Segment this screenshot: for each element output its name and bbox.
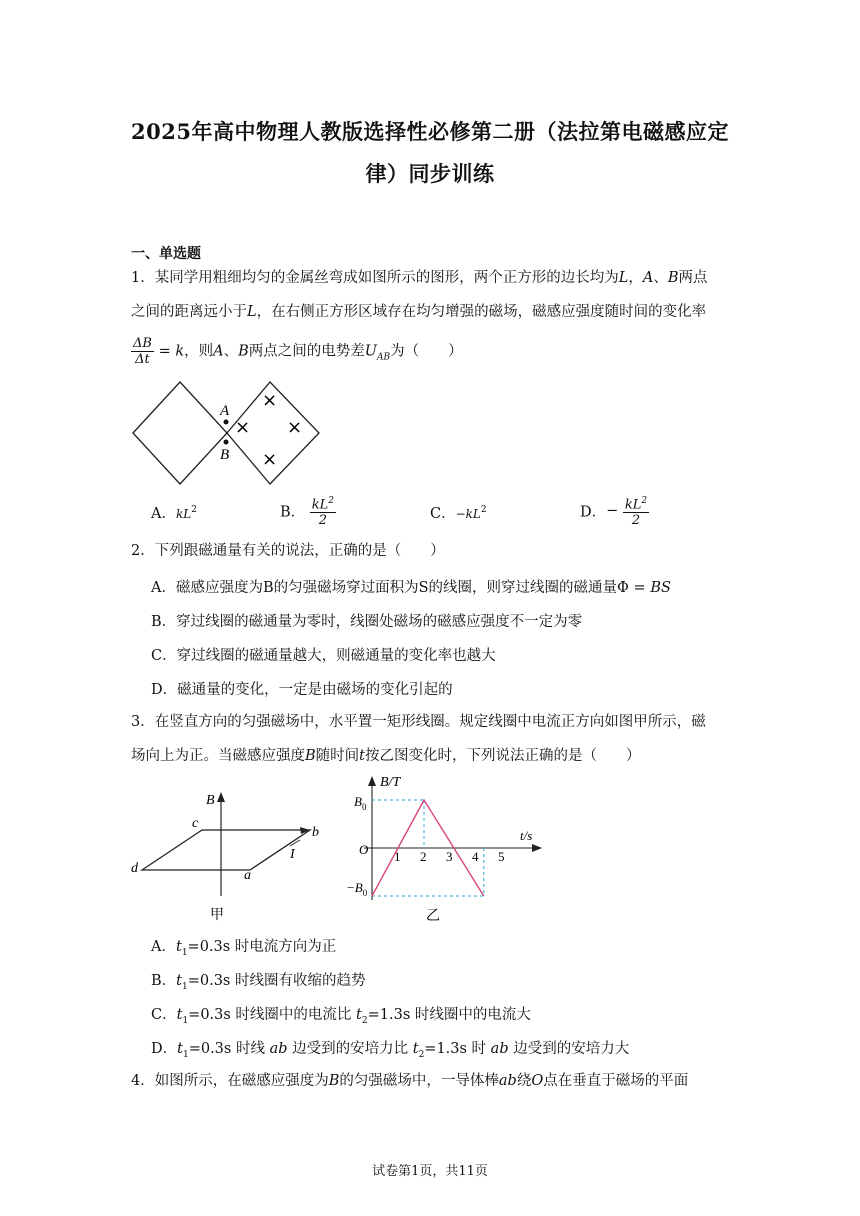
q1-figure-squares (130, 378, 325, 498)
svg-text:B: B (206, 793, 215, 808)
q2-option-c[interactable]: C．穿过线圈的磁通量越大，则磁通量的变化率也越大 (151, 648, 496, 664)
neg-b0-label: $-B_0$ (346, 880, 368, 898)
x-tick-label: 4 (472, 849, 479, 864)
q3-option-b[interactable]: B．$t_1=0.3s$ 时线圈有收缩的趋势 (151, 973, 366, 992)
svg-text:d: d (131, 861, 138, 876)
point-A (224, 420, 229, 425)
x-label: t/s (520, 828, 533, 843)
section-heading: 一、单选题 (131, 246, 201, 262)
chart-caption: 乙 (426, 908, 440, 924)
field-cross: × (262, 390, 278, 411)
q3-option-d[interactable]: D．$t_1=0.3s$ 时线 ab 边受到的安培力比 $t_2=1.3s$ 时 ab 边受到的安培力大 (151, 1041, 630, 1060)
label-B: B (220, 447, 230, 463)
field-cross: × (287, 417, 303, 438)
svg-text:a: a (244, 868, 251, 883)
q4-line1: 4．如图所示，在磁感应强度为B的匀强磁场中，一导体棒ab绕O点在垂直于磁场的平面 (131, 1073, 689, 1089)
q3-figure-jia (128, 788, 333, 928)
page-footer: 试卷第1页，共11页 (372, 1164, 488, 1179)
point-B (224, 440, 229, 445)
svg-text:甲: 甲 (210, 907, 224, 923)
y-label: B/T (380, 775, 401, 790)
x-tick-label: 3 (446, 849, 453, 864)
svg-text:b: b (312, 825, 319, 840)
q2-option-a[interactable]: A．磁感应强度为B的匀强磁场穿过面积为S的线圈，则穿过线圈的磁通量Φ = BS (151, 580, 671, 596)
svg-text:I: I (290, 847, 295, 862)
label-A: A (220, 403, 230, 419)
origin-label: O (359, 842, 369, 857)
left-square (133, 382, 230, 484)
svg-text:c: c (192, 816, 199, 831)
q1-option-c[interactable]: C．$-kL^2$ (430, 505, 487, 522)
field-cross: × (235, 417, 251, 438)
q1-option-a[interactable]: A．$kL^2$ (151, 505, 197, 522)
page-title-line1: 2025年高中物理人教版选择性必修第二册（法拉第电磁感应定 (131, 119, 729, 144)
q2-option-b[interactable]: B．穿过线圈的磁通量为零时，线圈处磁场的磁感应强度不一定为零 (151, 614, 583, 630)
q2-option-d[interactable]: D．磁通量的变化，一定是由磁场的变化引起的 (151, 682, 453, 698)
x-tick-label: 5 (498, 849, 505, 864)
x-tick-label: 1 (394, 849, 401, 864)
rect-coil (142, 830, 310, 870)
q3-option-c[interactable]: C．$t_1=0.3s$ 时线圈中的电流比 $t_2=1.3s$ 时线圈中的电流大 (151, 1007, 531, 1026)
q1-line1: 1．某同学用粗细均匀的金属丝弯成如图所示的图形，两个正方形的边长均为L，A、B两点 (131, 270, 708, 286)
rate-fraction: $\frac{\Delta B}{\Delta t}$ (133, 336, 152, 367)
field-cross: × (262, 449, 278, 470)
q3-figure-yi-chart (338, 772, 548, 932)
x-tick-label: 2 (420, 849, 427, 864)
b0-label: $B_0$ (354, 794, 367, 812)
q1-option-d[interactable]: D．− $\frac{kL^2}{2}$ (580, 496, 648, 529)
q3-line1: 3．在竖直方向的匀强磁场中，水平置一矩形线圈。规定线圈中电流正方向如图甲所示，磁 (131, 714, 706, 730)
q1-option-b[interactable]: B． $\frac{kL^2}{2}$ (280, 496, 335, 529)
page-title-line2: 律）同步训练 (365, 161, 495, 186)
q3-line2: 场向上为正。当磁感应强度B随时间t按乙图变化时，下列说法正确的是（ ） (131, 748, 641, 764)
q1-line2: 之间的距离远小于L，在右侧正方形区域存在均匀增强的磁场，磁感应强度随时间的变化率 (131, 304, 707, 320)
q1-line3: $\frac{\Delta B}{\Delta t}$ = k，则A、B两点之间的电势差$U_{AB}$为（ ） (133, 336, 463, 367)
q2-stem: 2．下列跟磁通量有关的说法，正确的是（ ） (131, 543, 445, 559)
q3-option-a[interactable]: A．$t_1=0.3s$ 时电流方向为正 (151, 939, 337, 958)
